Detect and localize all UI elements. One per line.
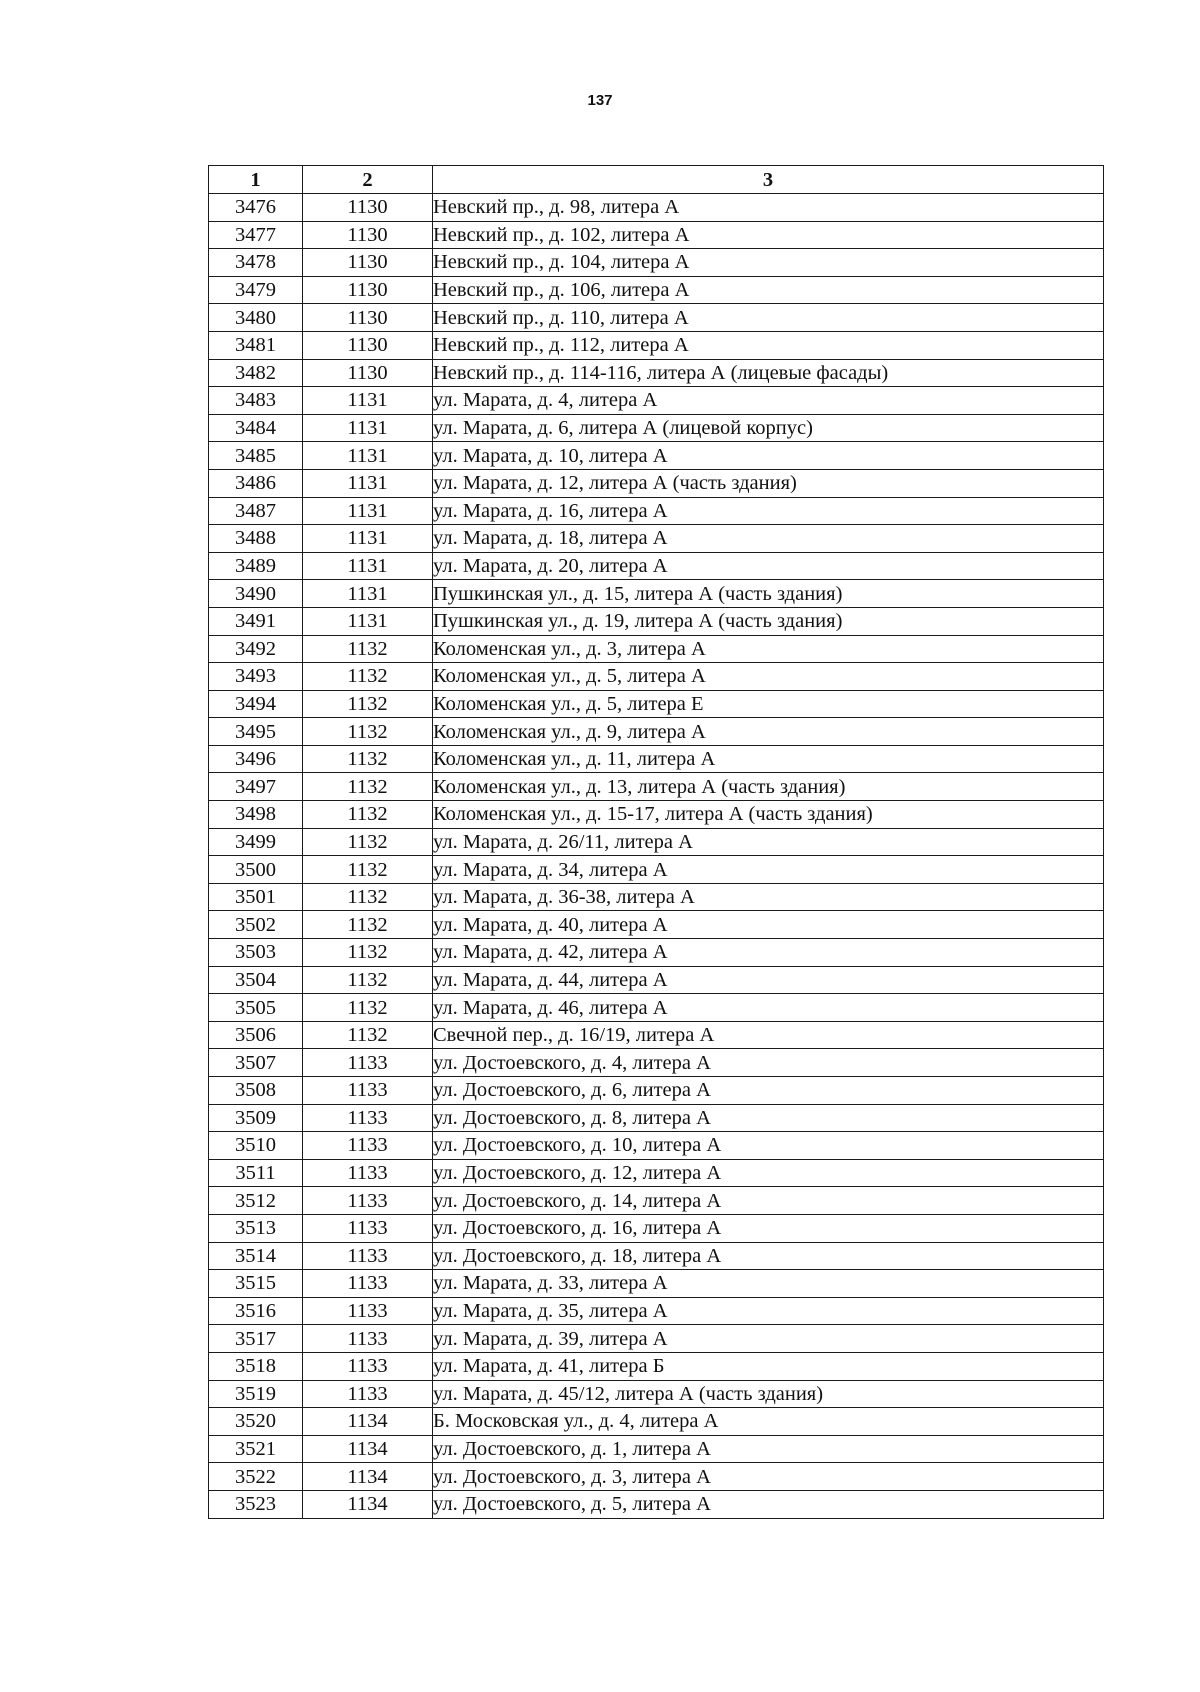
group-code-cell: 1133 xyxy=(303,1132,433,1160)
table-row xyxy=(209,1104,1104,1132)
address-cell: Коломенская ул., д. 3, литера А xyxy=(433,635,1104,663)
table-row xyxy=(209,828,1104,856)
address-cell: ул. Достоевского, д. 8, литера А xyxy=(433,1104,1104,1132)
address-cell: ул. Марата, д. 44, литера А xyxy=(433,966,1104,994)
row-number-cell: 3501 xyxy=(209,883,303,911)
address-cell: Пушкинская ул., д. 19, литера А (часть здания) xyxy=(433,607,1104,635)
address-cell: ул. Марата, д. 45/12, литера А (часть здания) xyxy=(433,1380,1104,1408)
address-cell: ул. Марата, д. 33, литера А xyxy=(433,1270,1104,1298)
row-number-cell: 3492 xyxy=(209,635,303,663)
group-code-cell: 1131 xyxy=(303,607,433,635)
row-number-cell: 3496 xyxy=(209,745,303,773)
group-code-cell: 1131 xyxy=(303,414,433,442)
row-number-cell: 3519 xyxy=(209,1380,303,1408)
group-code-cell: 1131 xyxy=(303,525,433,553)
address-cell: ул. Марата, д. 4, литера А xyxy=(433,387,1104,415)
address-cell: ул. Достоевского, д. 12, литера А xyxy=(433,1159,1104,1187)
row-number-cell: 3507 xyxy=(209,1049,303,1077)
row-number-cell: 3516 xyxy=(209,1297,303,1325)
row-number-cell: 3517 xyxy=(209,1325,303,1353)
table-row xyxy=(209,1270,1104,1298)
group-code-cell: 1130 xyxy=(303,221,433,249)
row-number-cell: 3481 xyxy=(209,331,303,359)
table-row xyxy=(209,469,1104,497)
table-row xyxy=(209,883,1104,911)
group-code-cell: 1132 xyxy=(303,745,433,773)
group-code-cell: 1130 xyxy=(303,276,433,304)
group-code-cell: 1131 xyxy=(303,387,433,415)
table-row xyxy=(209,276,1104,304)
group-code-cell: 1132 xyxy=(303,1021,433,1049)
address-cell: ул. Марата, д. 10, литера А xyxy=(433,442,1104,470)
group-code-cell: 1131 xyxy=(303,552,433,580)
row-number-cell: 3510 xyxy=(209,1132,303,1160)
table-row xyxy=(209,525,1104,553)
group-code-cell: 1134 xyxy=(303,1463,433,1491)
address-cell: ул. Марата, д. 6, литера А (лицевой корпус) xyxy=(433,414,1104,442)
address-cell: ул. Марата, д. 34, литера А xyxy=(433,856,1104,884)
group-code-cell: 1132 xyxy=(303,856,433,884)
row-number-cell: 3483 xyxy=(209,387,303,415)
group-code-cell: 1130 xyxy=(303,249,433,277)
table-row xyxy=(209,1435,1104,1463)
group-code-cell: 1134 xyxy=(303,1490,433,1518)
address-cell: ул. Марата, д. 20, литера А xyxy=(433,552,1104,580)
table-row xyxy=(209,442,1104,470)
group-code-cell: 1132 xyxy=(303,690,433,718)
table-row xyxy=(209,1132,1104,1160)
table-row xyxy=(209,1352,1104,1380)
address-cell: Коломенская ул., д. 5, литера Е xyxy=(433,690,1104,718)
table-row xyxy=(209,773,1104,801)
group-code-cell: 1131 xyxy=(303,580,433,608)
row-number-cell: 3518 xyxy=(209,1352,303,1380)
group-code-cell: 1134 xyxy=(303,1435,433,1463)
group-code-cell: 1130 xyxy=(303,331,433,359)
address-cell: ул. Марата, д. 36-38, литера А xyxy=(433,883,1104,911)
group-code-cell: 1132 xyxy=(303,994,433,1022)
address-cell: Коломенская ул., д. 13, литера А (часть здания) xyxy=(433,773,1104,801)
table-row xyxy=(209,1297,1104,1325)
address-cell: ул. Достоевского, д. 18, литера А xyxy=(433,1242,1104,1270)
address-cell: Коломенская ул., д. 11, литера А xyxy=(433,745,1104,773)
address-cell: ул. Достоевского, д. 14, литера А xyxy=(433,1187,1104,1215)
row-number-cell: 3513 xyxy=(209,1214,303,1242)
group-code-cell: 1133 xyxy=(303,1352,433,1380)
table-header xyxy=(209,166,1104,194)
address-cell: Б. Московская ул., д. 4, литера А xyxy=(433,1408,1104,1436)
group-code-cell: 1132 xyxy=(303,801,433,829)
address-cell: Невский пр., д. 104, литера А xyxy=(433,249,1104,277)
table-row xyxy=(209,1463,1104,1491)
table-row xyxy=(209,939,1104,967)
group-code-cell: 1132 xyxy=(303,663,433,691)
address-cell: Невский пр., д. 102, литера А xyxy=(433,221,1104,249)
group-code-cell: 1132 xyxy=(303,911,433,939)
table-row xyxy=(209,304,1104,332)
row-number-cell: 3478 xyxy=(209,249,303,277)
table-row xyxy=(209,414,1104,442)
address-cell: ул. Достоевского, д. 1, литера А xyxy=(433,1435,1104,1463)
table-row xyxy=(209,1077,1104,1105)
address-cell: Коломенская ул., д. 15-17, литера А (часть здания) xyxy=(433,801,1104,829)
row-number-cell: 3482 xyxy=(209,359,303,387)
address-cell: Коломенская ул., д. 5, литера А xyxy=(433,663,1104,691)
row-number-cell: 3485 xyxy=(209,442,303,470)
group-code-cell: 1133 xyxy=(303,1104,433,1132)
table-row xyxy=(209,1380,1104,1408)
row-number-cell: 3514 xyxy=(209,1242,303,1270)
column-header-3: 3 xyxy=(433,166,1104,194)
row-number-cell: 3521 xyxy=(209,1435,303,1463)
table-row xyxy=(209,1159,1104,1187)
row-number-cell: 3504 xyxy=(209,966,303,994)
group-code-cell: 1133 xyxy=(303,1380,433,1408)
table-row xyxy=(209,1242,1104,1270)
table-row xyxy=(209,331,1104,359)
address-cell: ул. Марата, д. 12, литера А (часть здания) xyxy=(433,469,1104,497)
table-row xyxy=(209,856,1104,884)
address-cell: Невский пр., д. 112, литера А xyxy=(433,331,1104,359)
table-row xyxy=(209,359,1104,387)
table-row xyxy=(209,1408,1104,1436)
table-row xyxy=(209,801,1104,829)
table-row xyxy=(209,607,1104,635)
row-number-cell: 3509 xyxy=(209,1104,303,1132)
row-number-cell: 3491 xyxy=(209,607,303,635)
group-code-cell: 1133 xyxy=(303,1049,433,1077)
table-row xyxy=(209,966,1104,994)
row-number-cell: 3508 xyxy=(209,1077,303,1105)
address-cell: Коломенская ул., д. 9, литера А xyxy=(433,718,1104,746)
table-row xyxy=(209,497,1104,525)
table-row xyxy=(209,1325,1104,1353)
table-row xyxy=(209,1049,1104,1077)
table-row xyxy=(209,221,1104,249)
group-code-cell: 1131 xyxy=(303,497,433,525)
group-code-cell: 1133 xyxy=(303,1077,433,1105)
row-number-cell: 3522 xyxy=(209,1463,303,1491)
address-cell: ул. Марата, д. 16, литера А xyxy=(433,497,1104,525)
address-cell: Невский пр., д. 110, литера А xyxy=(433,304,1104,332)
group-code-cell: 1130 xyxy=(303,359,433,387)
address-cell: ул. Достоевского, д. 4, литера А xyxy=(433,1049,1104,1077)
row-number-cell: 3494 xyxy=(209,690,303,718)
row-number-cell: 3489 xyxy=(209,552,303,580)
row-number-cell: 3503 xyxy=(209,939,303,967)
row-number-cell: 3505 xyxy=(209,994,303,1022)
address-cell: ул. Достоевского, д. 6, литера А xyxy=(433,1077,1104,1105)
table-row xyxy=(209,663,1104,691)
row-number-cell: 3523 xyxy=(209,1490,303,1518)
table-row xyxy=(209,911,1104,939)
table-row xyxy=(209,635,1104,663)
address-cell: Пушкинская ул., д. 15, литера А (часть здания) xyxy=(433,580,1104,608)
row-number-cell: 3512 xyxy=(209,1187,303,1215)
row-number-cell: 3502 xyxy=(209,911,303,939)
registry-table xyxy=(208,165,1104,1519)
address-cell: ул. Марата, д. 39, литера А xyxy=(433,1325,1104,1353)
group-code-cell: 1132 xyxy=(303,966,433,994)
row-number-cell: 3476 xyxy=(209,194,303,222)
table-row xyxy=(209,580,1104,608)
row-number-cell: 3490 xyxy=(209,580,303,608)
address-cell: ул. Марата, д. 41, литера Б xyxy=(433,1352,1104,1380)
address-cell: ул. Марата, д. 26/11, литера А xyxy=(433,828,1104,856)
address-cell: ул. Достоевского, д. 5, литера А xyxy=(433,1490,1104,1518)
row-number-cell: 3498 xyxy=(209,801,303,829)
group-code-cell: 1132 xyxy=(303,773,433,801)
column-header-2: 2 xyxy=(303,166,433,194)
row-number-cell: 3477 xyxy=(209,221,303,249)
group-code-cell: 1130 xyxy=(303,304,433,332)
group-code-cell: 1132 xyxy=(303,635,433,663)
address-cell: ул. Достоевского, д. 3, литера А xyxy=(433,1463,1104,1491)
group-code-cell: 1132 xyxy=(303,883,433,911)
row-number-cell: 3487 xyxy=(209,497,303,525)
address-cell: ул. Марата, д. 42, литера А xyxy=(433,939,1104,967)
table-row xyxy=(209,1214,1104,1242)
row-number-cell: 3495 xyxy=(209,718,303,746)
table-row xyxy=(209,387,1104,415)
group-code-cell: 1133 xyxy=(303,1159,433,1187)
group-code-cell: 1130 xyxy=(303,194,433,222)
row-number-cell: 3515 xyxy=(209,1270,303,1298)
row-number-cell: 3506 xyxy=(209,1021,303,1049)
table-row xyxy=(209,1187,1104,1215)
table-row xyxy=(209,1021,1104,1049)
table-row xyxy=(209,718,1104,746)
address-cell: Невский пр., д. 114-116, литера А (лицевые фасады) xyxy=(433,359,1104,387)
group-code-cell: 1134 xyxy=(303,1408,433,1436)
group-code-cell: 1133 xyxy=(303,1297,433,1325)
row-number-cell: 3486 xyxy=(209,469,303,497)
row-number-cell: 3520 xyxy=(209,1408,303,1436)
address-cell: ул. Марата, д. 35, литера А xyxy=(433,1297,1104,1325)
row-number-cell: 3493 xyxy=(209,663,303,691)
address-cell: Свечной пер., д. 16/19, литера А xyxy=(433,1021,1104,1049)
group-code-cell: 1132 xyxy=(303,718,433,746)
table-row xyxy=(209,249,1104,277)
group-code-cell: 1133 xyxy=(303,1214,433,1242)
table-row xyxy=(209,552,1104,580)
address-cell: Невский пр., д. 106, литера А xyxy=(433,276,1104,304)
table-row xyxy=(209,994,1104,1022)
table-body xyxy=(209,194,1104,1519)
row-number-cell: 3484 xyxy=(209,414,303,442)
group-code-cell: 1133 xyxy=(303,1270,433,1298)
page-number: 137 xyxy=(587,92,613,109)
table-row xyxy=(209,1490,1104,1518)
group-code-cell: 1133 xyxy=(303,1187,433,1215)
group-code-cell: 1131 xyxy=(303,469,433,497)
column-header-1: 1 xyxy=(209,166,303,194)
address-cell: ул. Марата, д. 18, литера А xyxy=(433,525,1104,553)
row-number-cell: 3480 xyxy=(209,304,303,332)
address-cell: ул. Достоевского, д. 10, литера А xyxy=(433,1132,1104,1160)
header-row xyxy=(209,166,1104,194)
row-number-cell: 3479 xyxy=(209,276,303,304)
address-cell: Невский пр., д. 98, литера А xyxy=(433,194,1104,222)
row-number-cell: 3511 xyxy=(209,1159,303,1187)
row-number-cell: 3497 xyxy=(209,773,303,801)
address-cell: ул. Марата, д. 46, литера А xyxy=(433,994,1104,1022)
row-number-cell: 3499 xyxy=(209,828,303,856)
group-code-cell: 1131 xyxy=(303,442,433,470)
group-code-cell: 1132 xyxy=(303,939,433,967)
address-cell: ул. Марата, д. 40, литера А xyxy=(433,911,1104,939)
group-code-cell: 1133 xyxy=(303,1325,433,1353)
row-number-cell: 3488 xyxy=(209,525,303,553)
row-number-cell: 3500 xyxy=(209,856,303,884)
table-row xyxy=(209,745,1104,773)
group-code-cell: 1133 xyxy=(303,1242,433,1270)
table-row xyxy=(209,194,1104,222)
group-code-cell: 1132 xyxy=(303,828,433,856)
address-cell: ул. Достоевского, д. 16, литера А xyxy=(433,1214,1104,1242)
table-row xyxy=(209,690,1104,718)
